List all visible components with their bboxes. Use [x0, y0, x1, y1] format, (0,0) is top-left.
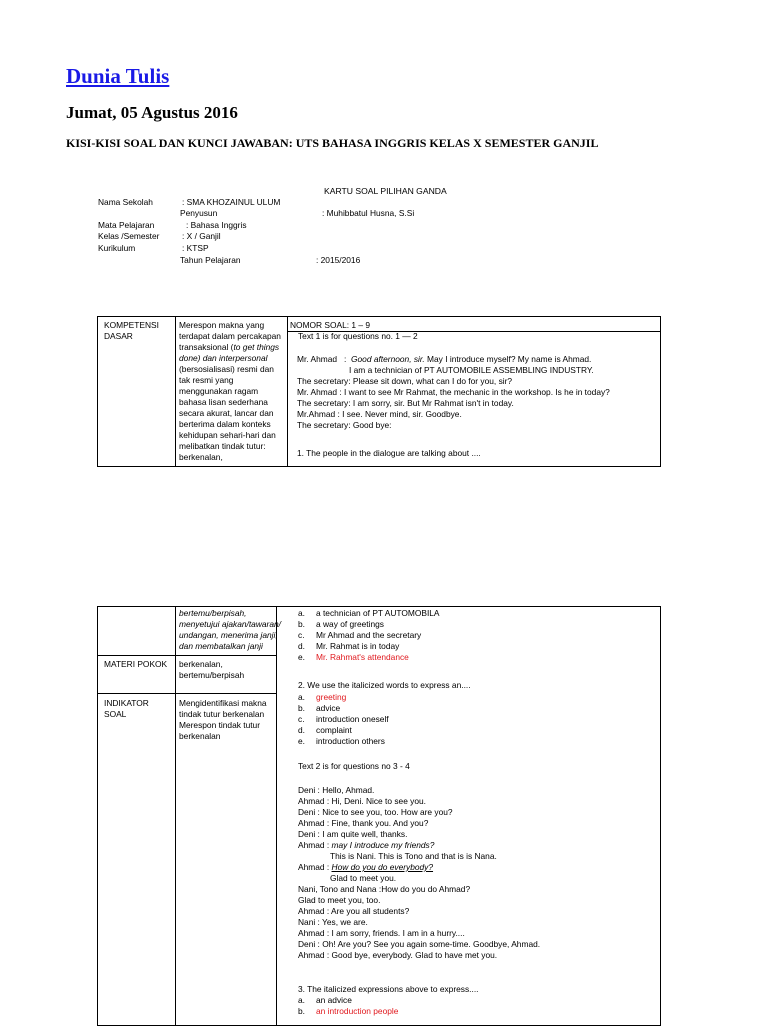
row-divider [98, 693, 276, 694]
indikator-soal-label: INDIKATOR SOAL [104, 698, 149, 719]
text2-intro: Text 2 is for questions no 3 - 4 [298, 761, 410, 771]
option-e: e. introduction others [298, 736, 385, 746]
option-a: a. an advice [298, 995, 352, 1005]
kurikulum-label: Kurikulum [98, 243, 136, 253]
dialogue-2: Deni : Hello, Ahmad. Ahmad : Hi, Deni. Nice to see you. Deni : Nice to see you, too. How are you? Ahmad : Fine, thank you. And you? Deni : I am quite well, thanks. Ahmad : may I introduce my friends? This is Nani. This is Tono and that is is Nana. Ahmad : How do you do everybody? Glad to meet you. Nani, Tono and Nana :How do you do Ahmad? Glad to meet you, too. Ahmad : Are you all students? Nani : Yes, we are. Ahmad : I am sorry, friends. I am in a hurry.... Deni : Oh! Are you? See you again some-time. Goodbye, Ahmad. Ahmad : Good bye, everybody. Glad to have met you. [298, 785, 541, 960]
option-b: b. a way of greetings [298, 619, 384, 629]
option-a-answer: a. greeting [298, 692, 347, 702]
question-1-options [298, 608, 440, 663]
option-c: c. Mr Ahmad and the secretary [298, 630, 422, 640]
question-1: 1. The people in the dialogue are talking about .... [297, 448, 481, 458]
option-e-answer: e. Mr. Rahmat's attendance [298, 652, 409, 662]
penyusun-value: : Muhibbatul Husna, S.Si [322, 208, 415, 218]
soal-table-1 [97, 316, 661, 467]
nama-sekolah-value: : SMA KHOZAINUL ULUM [182, 197, 281, 207]
kompetensi-dasar-text: Merespon makna yang terdapat dalam percakapan transaksional (to get things done) dan interpersonal (bersosialisasi) resmi dan tak resmi yang menggunakan ragam bahasa lisan sederhana secara akurat, lancar dan berterima dalam konteks kehidupan sehari-hari dan melibatkan tindak tutur: berkenalan, [179, 320, 281, 462]
option-d: d. complaint [298, 725, 352, 735]
kelas-value: : X / Ganjil [182, 231, 221, 241]
mapel-label: Mata Pelajaran [98, 220, 155, 230]
question-2: 2. We use the italicized words to express an.... [298, 680, 471, 690]
column-divider [175, 607, 176, 1025]
indikator-soal-text: Mengidentifikasi makna tindak tutur berkenalan Merespon tindak tutur berkenalan [179, 698, 267, 741]
kompetensi-dasar-label: KOMPETENSI DASAR [104, 320, 159, 341]
tahun-value: : 2015/2016 [316, 255, 361, 265]
tahun-label: Tahun Pelajaran [180, 255, 241, 265]
post-title: KISI-KISI SOAL DAN KUNCI JAWABAN: UTS BAHASA INGGRIS KELAS X SEMESTER GANJIL [66, 136, 599, 150]
question-3: 3. The italicized expressions above to express.... a. an advice b. an introduction people [298, 984, 479, 1016]
mapel-value: : Bahasa Inggris [186, 220, 247, 230]
option-b-answer: b. an introduction people [298, 1006, 399, 1016]
option-a: a. a technician of PT AUTOMOBILA [298, 608, 440, 618]
option-c: c. introduction oneself [298, 714, 389, 724]
post-date: Jumat, 05 Agustus 2016 [66, 103, 238, 122]
nama-sekolah-label: Nama Sekolah [98, 197, 153, 207]
column-divider [276, 607, 277, 1025]
penyusun-label: Penyusun [180, 208, 218, 218]
materi-pokok-label: MATERI POKOK [104, 659, 168, 669]
question-2-options [298, 692, 389, 747]
column-divider [287, 317, 288, 466]
text1-intro: Text 1 is for questions no. 1 — 2 [298, 331, 418, 341]
option-b: b. advice [298, 703, 341, 713]
nomor-soal: NOMOR SOAL: 1 – 9 [290, 320, 371, 330]
row-divider [98, 655, 276, 656]
soal-table-2 [97, 606, 661, 1026]
column-divider [175, 317, 176, 466]
materi-pokok-text: berkenalan, bertemu/berpisah [179, 659, 245, 680]
kompetensi-dasar-continued: bertemu/berpisah, menyetujui ajakan/tawaran/ undangan, menerima janji, dan membatalkan janji [179, 608, 281, 651]
kurikulum-value: : KTSP [182, 243, 209, 253]
dialogue-1: Mr. Ahmad : Good afternoon, sir. May I introduce myself? My name is Ahmad. I am a technician of PT AUTOMOBILE ASSEMBLING INDUSTRY. The secretary: Please sit down, what can I do for you, sir? Mr. Ahmad : I want to see Mr Rahmat, the mechanic in the workshop. Is he in today? The secretary: I am sorry, sir. But Mr Rahmat isn't in today. Mr.Ahmad : I see. Never mind, sir. Goodbye. The secretary: Good bye: [297, 354, 610, 430]
option-d: d. Mr. Rahmat is in today [298, 641, 400, 651]
card-title: KARTU SOAL PILIHAN GANDA [324, 186, 447, 196]
blog-title[interactable]: Dunia Tulis [66, 64, 170, 88]
kelas-label: Kelas /Semester [98, 231, 160, 241]
